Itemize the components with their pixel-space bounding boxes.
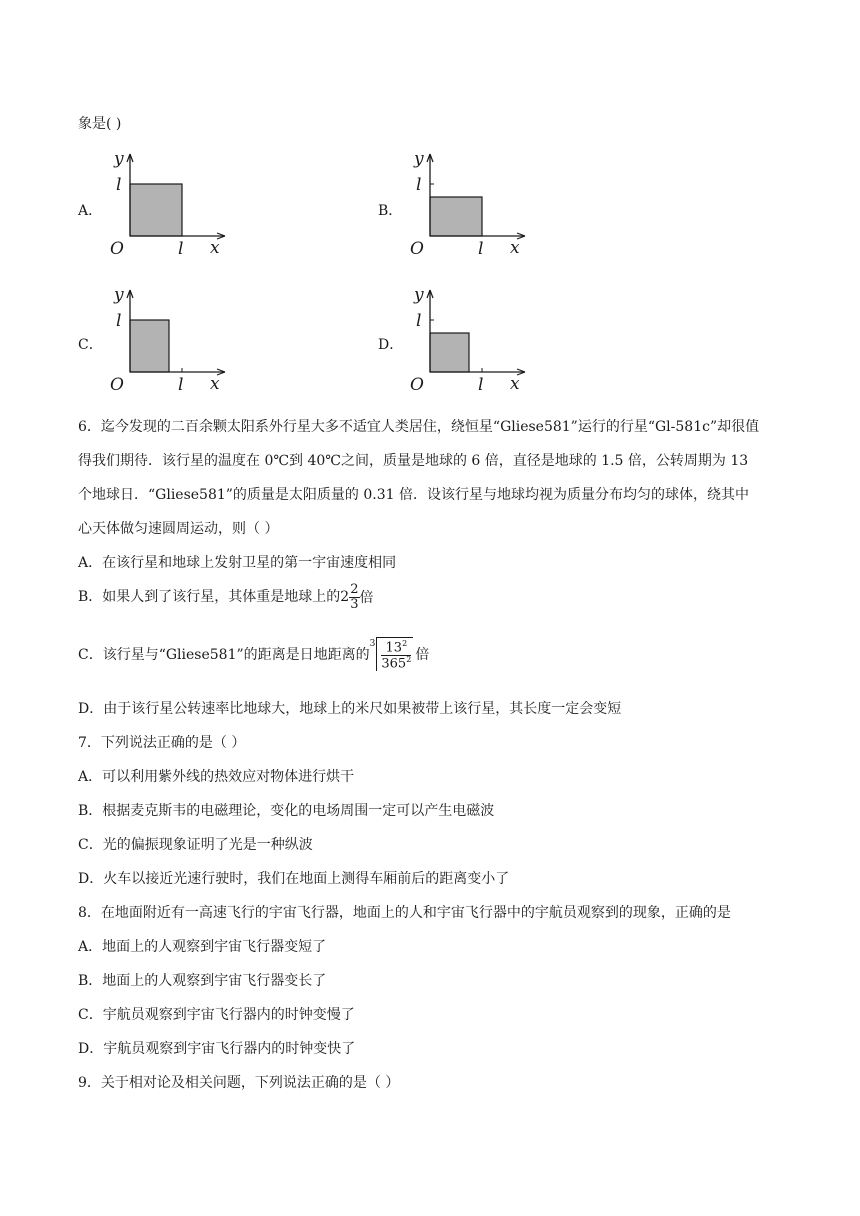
q8-option-c: C．宇航员观察到宇宙飞行器内的时钟变慢了 — [78, 1007, 355, 1023]
denominator-exponent: 2 — [406, 654, 412, 664]
y-axis-label: y — [414, 149, 424, 169]
x-tick-label: l — [178, 239, 184, 259]
q6-option-b-unit: 倍 — [359, 590, 374, 607]
q7-stem: 7．下列说法正确的是（ ） — [78, 735, 246, 751]
q6-option-a: A．在该行星和地球上发射卫星的第一宇宙速度相同 — [78, 555, 397, 571]
x-tick-label: l — [478, 239, 484, 259]
q5-stem-tail: 象是( ) — [78, 116, 122, 132]
shaded-rectangle — [130, 320, 169, 372]
origin-label: O — [110, 239, 124, 259]
y-axis-label: y — [414, 285, 424, 305]
q8-option-b: B．地面上的人观察到宇宙飞行器变长了 — [78, 973, 327, 989]
q6-stem-line-4: 心天体做匀速圆周运动，则（ ） — [78, 521, 279, 537]
x-axis-label: x — [510, 374, 520, 394]
cube-root — [370, 637, 414, 671]
q6-stem-line-2: 得我们期待．该行星的温度在 0℃到 40℃之间，质量是地球的 6 倍，直径是地球的 1.5 倍，公转周期为 13 — [78, 453, 749, 469]
x-axis-label: x — [510, 238, 520, 258]
y-axis-label: y — [114, 149, 124, 169]
mixed-number-whole: 2 — [340, 589, 350, 606]
y-tick-label: l — [416, 311, 422, 331]
x-axis-label: x — [210, 238, 220, 258]
fraction — [349, 583, 359, 611]
x-axis-label: x — [210, 374, 220, 394]
y-tick-label: l — [116, 311, 122, 331]
root-index: 3 — [369, 639, 376, 649]
q6-option-c — [78, 637, 429, 671]
shaded-rectangle — [430, 333, 469, 372]
shaded-rectangle — [430, 197, 482, 236]
fraction-numerator: 2 — [350, 582, 359, 597]
numerator-base: 13 — [385, 640, 403, 656]
x-tick-label: l — [478, 375, 484, 395]
origin-label: O — [410, 239, 424, 259]
q6-option-c-unit: 倍 — [415, 646, 430, 663]
q6-option-b-text: B．如果人到了该行星，其体重是地球上的 — [78, 589, 341, 606]
q8-stem: 8．在地面附近有一高速飞行的宇宙飞行器，地面上的人和宇宙飞行器中的宇航员观察到的现象，正确的是 — [78, 905, 731, 921]
q8-option-a: A．地面上的人观察到宇宙飞行器变短了 — [78, 939, 327, 955]
q9-stem: 9．关于相对论及相关问题，下列说法正确的是（ ） — [78, 1075, 400, 1091]
numerator-exponent: 2 — [402, 639, 408, 648]
x-tick-label: l — [178, 375, 184, 395]
fraction-denominator: 3 — [350, 596, 359, 612]
radicand — [376, 637, 413, 671]
q7-option-a: A．可以利用紫外线的热效应对物体进行烘干 — [78, 769, 355, 785]
origin-label: O — [410, 375, 424, 395]
y-tick-label: l — [416, 175, 422, 195]
q7-option-d: D．火车以接近光速行驶时，我们在地面上测得车厢前后的距离变小了 — [78, 871, 510, 887]
q5-option-label-d: D． — [378, 337, 404, 353]
q5-option-graph-a — [108, 148, 233, 260]
q5-option-graph-d — [408, 284, 533, 396]
q6-option-b — [78, 583, 374, 611]
q6-option-d: D．由于该行星公转速率比地球大，地球上的米尺如果被带上该行星，其长度一定会变短 — [78, 701, 622, 717]
q5-option-graph-b — [408, 148, 533, 260]
denominator-base: 365 — [381, 656, 407, 672]
y-axis-label: y — [114, 285, 124, 305]
q7-option-b: B．根据麦克斯韦的电磁理论，变化的电场周围一定可以产生电磁波 — [78, 803, 495, 819]
q6-option-c-text: C．该行星与“Gliese581”的距离是日地距离的 — [78, 646, 370, 663]
q6-stem-line-3: 个地球日．“Gliese581”的质量是太阳质量的 0.31 倍．设该行星与地球均视为质量分布均匀的球体，绕其中 — [78, 487, 749, 503]
y-tick-label: l — [116, 175, 122, 195]
shaded-rectangle — [130, 184, 182, 236]
q5-option-label-a: A． — [78, 203, 103, 219]
origin-label: O — [110, 375, 124, 395]
q5-option-graph-c — [108, 284, 233, 396]
q6-stem-line-1: 6．迄今发现的二百余颗太阳系外行星大多不适宜人类居住，绕恒星“Gliese581”运行的行星“Gl-581c”却很值 — [78, 419, 760, 435]
q5-option-label-b: B． — [378, 203, 403, 219]
q5-option-label-c: C． — [78, 337, 103, 353]
q8-option-d: D．宇航员观察到宇宙飞行器内的时钟变快了 — [78, 1041, 356, 1057]
q7-option-c: C．光的偏振现象证明了光是一种纵波 — [78, 837, 313, 853]
